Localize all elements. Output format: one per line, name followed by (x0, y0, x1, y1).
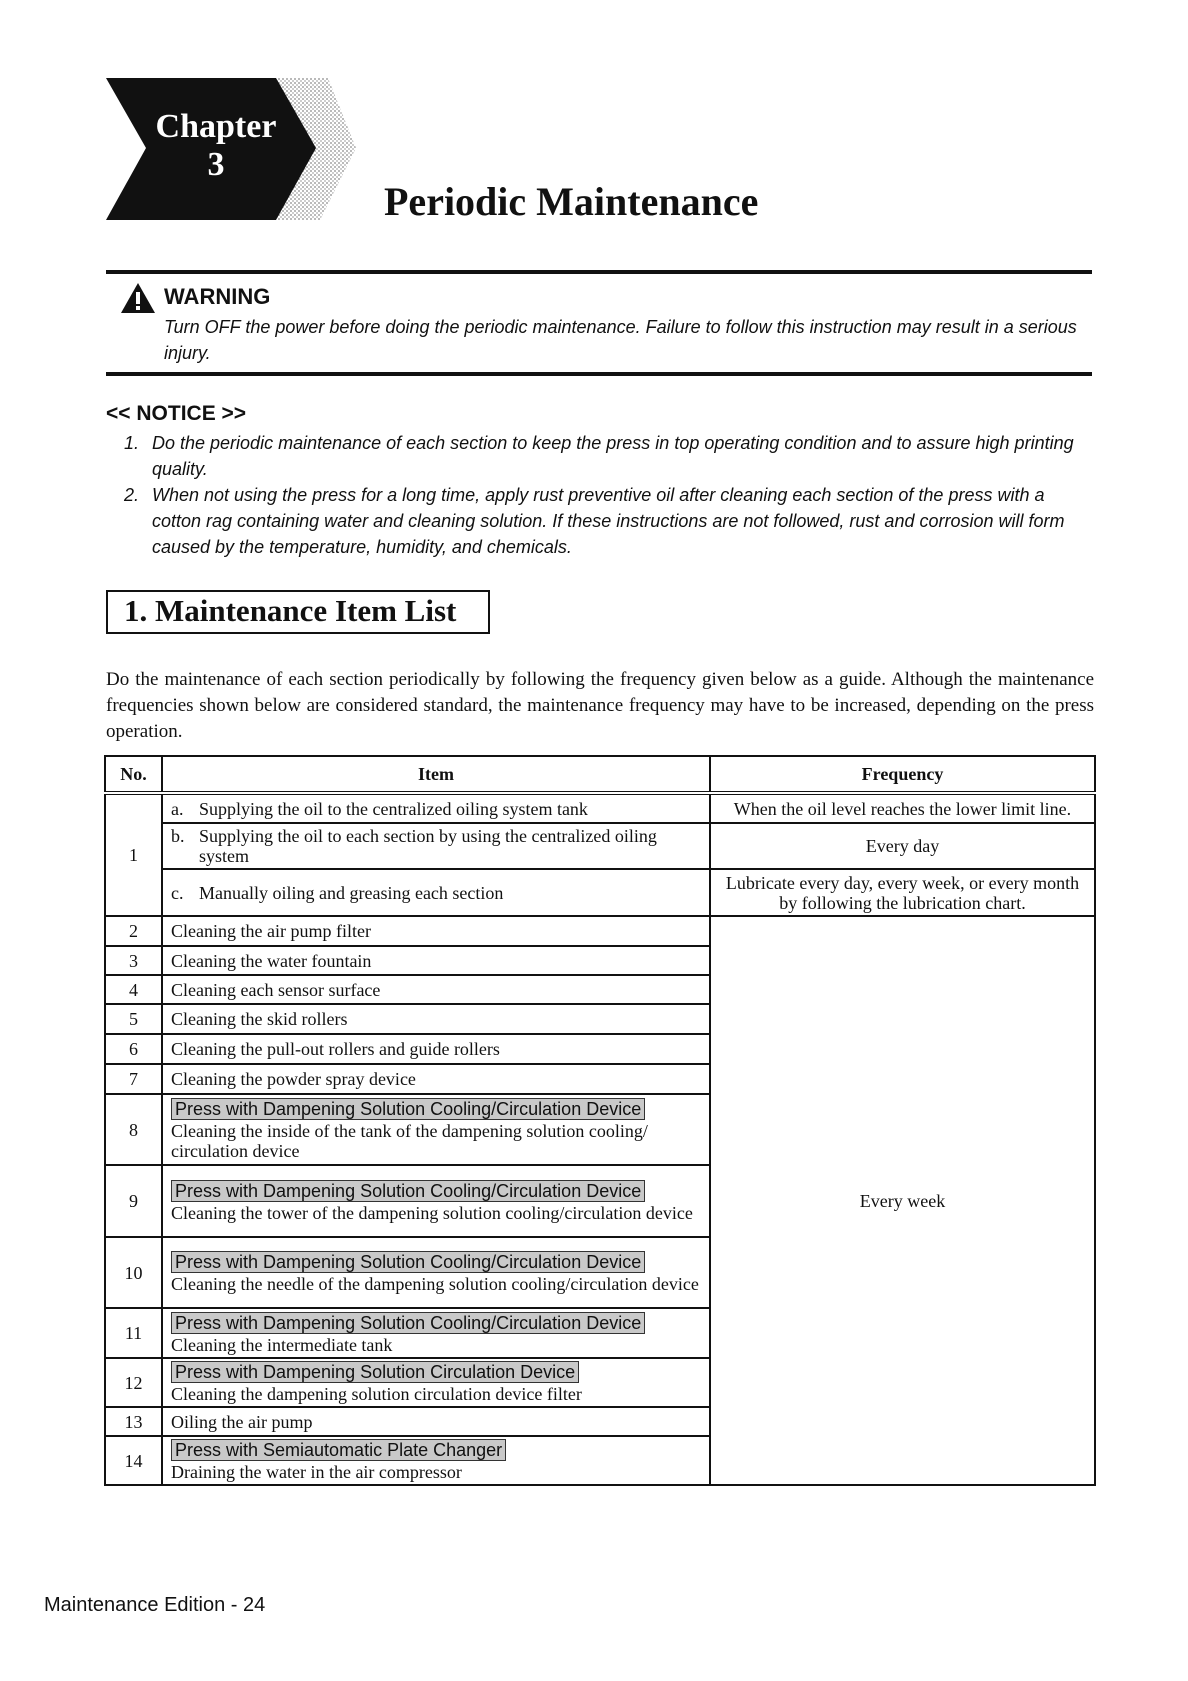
row-number: 2 (105, 916, 162, 946)
column-header-frequency: Frequency (710, 756, 1095, 793)
row-number: 14 (105, 1436, 162, 1485)
column-header-item: Item (162, 756, 710, 793)
table-row (105, 916, 1095, 946)
item-cell (162, 1358, 710, 1407)
item-text: Cleaning the inside of the tank of the dampening solution cooling/ circulation device (171, 1121, 648, 1161)
maintenance-item-table (104, 755, 1096, 1486)
page-footer: Maintenance Edition - 24 (44, 1594, 266, 1616)
item-cell (162, 1094, 710, 1165)
notice-item-number: 1. (124, 433, 140, 453)
item-text: Cleaning the water fountain (162, 946, 710, 975)
page-title: Periodic Maintenance (384, 179, 759, 224)
notice-title: << NOTICE >> (106, 402, 247, 425)
sub-item-letter: b. (171, 826, 185, 846)
column-header-no: No. (105, 756, 162, 793)
sub-item-letter: c. (171, 882, 184, 903)
notice-list (124, 430, 1094, 560)
section-heading: 1. Maintenance Item List (124, 593, 457, 628)
row-number: 8 (105, 1094, 162, 1165)
item-text: Supplying the oil to each section by using the centralized oiling system (199, 826, 657, 866)
notice-item (124, 482, 1094, 560)
row-number: 10 (105, 1237, 162, 1308)
condition-tag: Press with Semiautomatic Plate Changer (171, 1439, 506, 1461)
notice-item-number: 2. (124, 485, 140, 505)
item-text: Cleaning the intermediate tank (171, 1334, 393, 1355)
frequency-cell: Every week (710, 916, 1095, 1485)
sub-item-letter: a. (171, 798, 184, 819)
item-text: Cleaning each sensor surface (162, 975, 710, 1004)
notice-item (124, 430, 1094, 482)
item-text: Manually oiling and greasing each section (199, 882, 504, 903)
row-number: 4 (105, 975, 162, 1004)
item-cell (162, 869, 710, 916)
row-number: 1 (105, 793, 162, 916)
row-number: 6 (105, 1034, 162, 1064)
condition-tag: Press with Dampening Solution Circulation Device (171, 1361, 579, 1383)
warning-bottom-rule (106, 372, 1092, 376)
item-text: Cleaning the tower of the dampening solution cooling/circulation device (171, 1202, 693, 1223)
table-header-row (105, 756, 1095, 793)
condition-tag: Press with Dampening Solution Cooling/Circulation Device (171, 1098, 645, 1120)
item-text: Cleaning the skid rollers (162, 1004, 710, 1034)
item-cell (162, 1436, 710, 1485)
warning-text: Turn OFF the power before doing the periodic maintenance. Failure to follow this instruction may result in a serious injury. (164, 317, 1077, 363)
table-row (105, 823, 1095, 869)
item-text: Supplying the oil to the centralized oiling system tank (199, 798, 588, 819)
item-cell (162, 793, 710, 823)
item-text: Draining the water in the air compressor (171, 1462, 462, 1482)
item-text: Cleaning the powder spray device (162, 1064, 710, 1094)
chapter-label (106, 108, 326, 184)
item-cell (162, 1165, 710, 1237)
item-text: Cleaning the needle of the dampening solution cooling/circulation device (171, 1274, 699, 1294)
warning-triangle-icon (120, 282, 156, 314)
condition-tag: Press with Dampening Solution Cooling/Circulation Device (171, 1312, 645, 1334)
item-cell (162, 823, 710, 869)
frequency-cell: Lubricate every day, every week, or every month by following the lubrication chart. (710, 869, 1095, 916)
row-number: 11 (105, 1308, 162, 1358)
frequency-cell: When the oil level reaches the lower limit line. (710, 793, 1095, 823)
row-number: 5 (105, 1004, 162, 1034)
warning-title: WARNING (164, 284, 271, 309)
table-row (105, 793, 1095, 823)
section-intro: Do the maintenance of each section periodically by following the frequency given below as a guide. Although the maintenance frequencies shown below are considered standard, the maintenance frequency may have to be increased, depending on the press operation. (106, 669, 1094, 742)
item-text: Cleaning the dampening solution circulation device filter (171, 1384, 582, 1404)
item-text: Cleaning the pull-out rollers and guide rollers (162, 1034, 710, 1064)
row-number: 13 (105, 1407, 162, 1436)
condition-tag: Press with Dampening Solution Cooling/Circulation Device (171, 1251, 645, 1273)
row-number: 3 (105, 946, 162, 975)
row-number: 9 (105, 1165, 162, 1237)
item-cell (162, 1308, 710, 1358)
notice-item-text: When not using the press for a long time, apply rust preventive oil after cleaning each section of the press with a cotton rag containing water and cleaning solution. If these instructions are not followed, rust and corrosion will form caused by the temperature, humidity, and chemicals. (152, 485, 1065, 557)
warning-top-rule (106, 270, 1092, 274)
condition-tag: Press with Dampening Solution Cooling/Circulation Device (171, 1180, 645, 1202)
item-text: Oiling the air pump (162, 1407, 710, 1436)
chapter-number: 3 (207, 146, 225, 183)
item-cell (162, 1237, 710, 1308)
chapter-word: Chapter (155, 108, 277, 145)
notice-item-text: Do the periodic maintenance of each section to keep the press in top operating condition and to assure high printing quality. (152, 433, 1074, 479)
table-row (105, 869, 1095, 916)
item-text: Cleaning the air pump filter (162, 916, 710, 946)
row-number: 7 (105, 1064, 162, 1094)
row-number: 12 (105, 1358, 162, 1407)
frequency-cell: Every day (710, 823, 1095, 869)
